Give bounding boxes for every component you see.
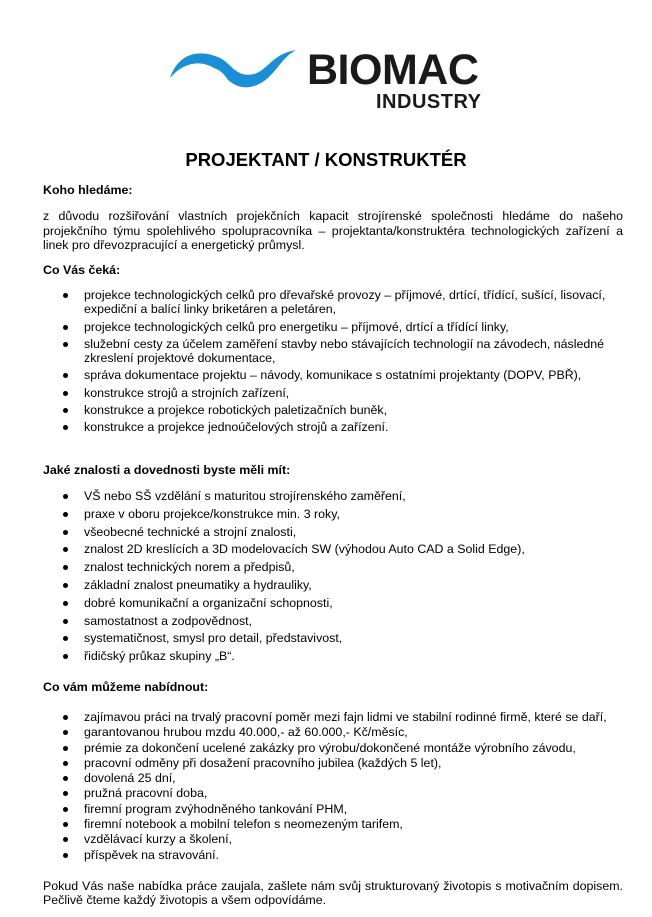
list-item: konstrukce a projekce jednoúčelových strojů a zařízení. xyxy=(43,420,623,434)
list-item: samostatnost a zodpovědnost, xyxy=(43,614,623,628)
list-offer xyxy=(43,710,623,862)
list-skills xyxy=(43,489,623,663)
list-item: všeobecné technické a strojní znalosti, xyxy=(43,525,623,539)
logo-subtitle: INDUSTRY xyxy=(376,91,482,113)
list-item: firemní program zvýhodněného tankování PHM, xyxy=(43,802,623,816)
heading-who: Koho hledáme: xyxy=(43,183,133,197)
list-item: příspěvek na stravování. xyxy=(43,848,623,862)
closing-paragraph: Pokud Vás naše nabídka práce zaujala, zašlete nám svůj strukturovaný životopis s motivačním dopisem. Pečlivě čteme každý životopis a všem odpovídáme. xyxy=(43,879,623,907)
list-item: služební cesty za účelem zaměření stavby nebo stávajících technologií na závodech, následné zkreslení projektové dokumentace, xyxy=(43,337,623,366)
list-item: základní znalost pneumatiky a hydrauliky, xyxy=(43,578,623,592)
paragraph-who: z důvodu rozšiřování vlastních projekčních kapacit strojírenské společnosti hledáme do našeho projekčního týmu spolehlivého spolupracovníka – projektanta/konstruktéra technologických zařízení a linek pro dřevozpracující a energetický průmysl. xyxy=(43,209,623,252)
list-item: konstrukce a projekce robotických paletizačních buněk, xyxy=(43,403,623,417)
list-item: znalost technických norem a předpisů, xyxy=(43,560,623,574)
list-item: konstrukce strojů a strojních zařízení, xyxy=(43,386,623,400)
company-logo xyxy=(168,40,508,120)
list-item: garantovanou hrubou mzdu 40.000,- až 60.000,- Kč/měsíc, xyxy=(43,725,623,739)
list-item: vzdělávací kurzy a školení, xyxy=(43,832,623,846)
list-item: systematičnost, smysl pro detail, představivost, xyxy=(43,631,623,645)
page-title: PROJEKTANT / KONSTRUKTÉR xyxy=(185,149,467,170)
list-item: pracovní odměny při dosažení pracovního jubilea (každých 5 let), xyxy=(43,756,623,770)
list-item: znalost 2D kreslících a 3D modelovacích SW (výhodou Auto CAD a Solid Edge), xyxy=(43,542,623,556)
list-item: řidičský průkaz skupiny „B“. xyxy=(43,649,623,663)
heading-expect: Co Vás čeká: xyxy=(43,263,121,277)
list-item: zajímavou práci na trvalý pracovní poměr mezi fajn lidmi ve stabilní rodinné firmě, které se daří, xyxy=(43,710,623,724)
heading-offer: Co vám můžeme nabídnout: xyxy=(43,680,209,694)
list-item: dobré komunikační a organizační schopnosti, xyxy=(43,596,623,610)
list-item: firemní notebook a mobilní telefon s neomezeným tarifem, xyxy=(43,817,623,831)
heading-skills: Jaké znalosti a dovednosti byste měli mít: xyxy=(43,463,291,477)
list-item: VŠ nebo SŠ vzdělání s maturitou strojírenského zaměření, xyxy=(43,489,623,503)
list-item: prémie za dokončení ucelené zakázky pro výrobu/dokončené montáže výrobního závodu, xyxy=(43,741,623,755)
list-item: projekce technologických celků pro energetiku – příjmové, drtící a třídící linky, xyxy=(43,320,623,334)
list-item: dovolená 25 dní, xyxy=(43,771,623,785)
logo-wordmark: BIOMAC xyxy=(307,46,479,94)
list-item: správa dokumentace projektu – návody, komunikace s ostatními projektanty (DOPV, PBŘ), xyxy=(43,368,623,382)
list-item: projekce technologických celků pro dřevařské provozy – příjmové, drtící, třídící, sušící, lisovací, expediční a balící linky briketáren a peletáren, xyxy=(43,288,623,317)
list-item: pružná pracovní doba, xyxy=(43,786,623,800)
list-item: praxe v oboru projekce/konstrukce min. 3 roky, xyxy=(43,507,623,521)
list-expect xyxy=(43,288,623,435)
biomac-wave-logo-icon xyxy=(168,48,300,94)
